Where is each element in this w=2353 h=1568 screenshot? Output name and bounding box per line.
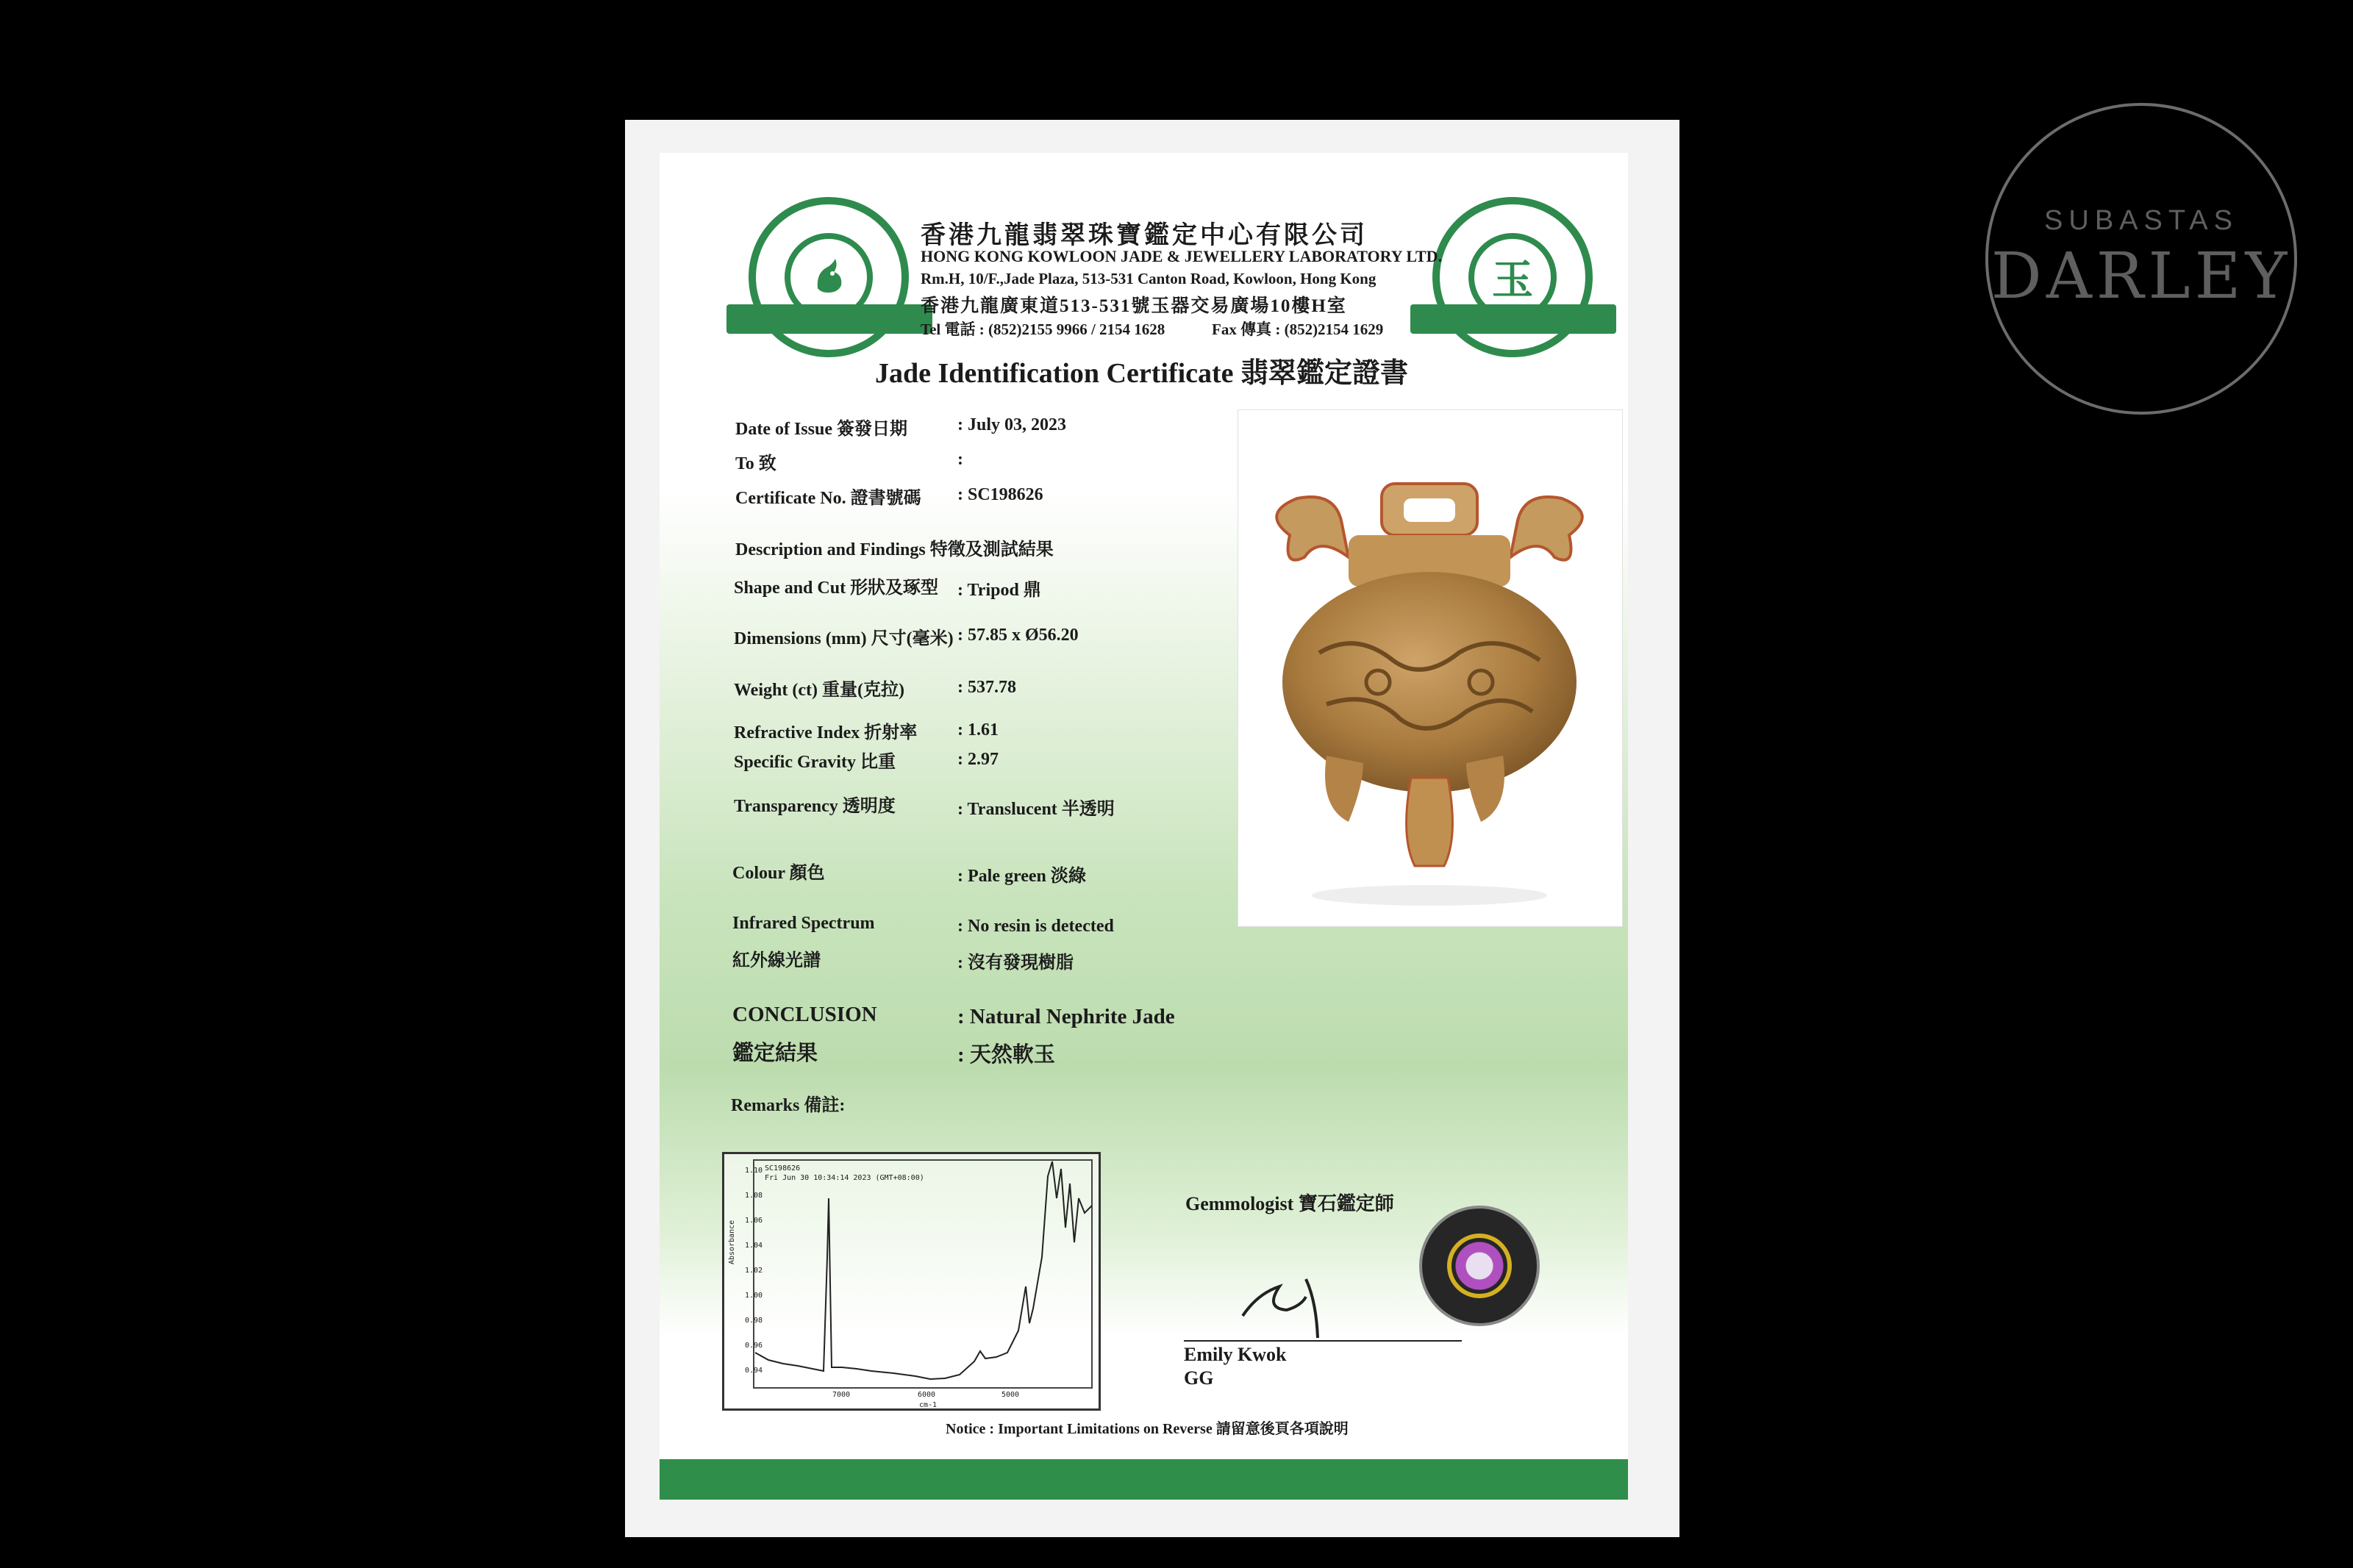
lab-address-chinese: 香港九龍廣東道513-531號玉器交易廣場10樓H室 [921, 296, 1347, 316]
colour-value: : Pale green 淡綠 [957, 867, 1086, 886]
spectrum-y-tick: 1.08 [745, 1192, 763, 1200]
spectrum-y-tick: 1.10 [745, 1167, 763, 1175]
specific-gravity-value: : 2.97 [957, 750, 999, 769]
dimensions-label: Dimensions (mm) 尺寸(毫米) [734, 629, 954, 648]
infrared-spectrum-value: : No resin is detected [957, 917, 1114, 936]
spectrum-y-tick: 1.04 [745, 1242, 763, 1250]
gemmologist-signature [1235, 1264, 1338, 1345]
date-of-issue-value: : July 03, 2023 [957, 415, 1067, 434]
to-label: To 致 [735, 454, 776, 473]
spectrum-y-tick: 1.06 [745, 1217, 763, 1225]
shape-cut-value: : Tripod 鼎 [957, 581, 1041, 600]
lab-fax: Fax 傳真 : (852)2154 1629 [1212, 321, 1384, 338]
spectrum-plot [724, 1154, 1099, 1408]
jade-tripod-photo [1238, 409, 1623, 927]
watermark-line1: SUBASTAS [2044, 204, 2238, 236]
spectrum-y-tick: 0.94 [745, 1367, 763, 1375]
colour-label: Colour 顏色 [732, 864, 825, 883]
spectrum-y-tick: 1.00 [745, 1292, 763, 1300]
gemmologist-label: Gemmologist 寶石鑑定師 [1185, 1193, 1394, 1214]
jade-tripod-illustration [1238, 410, 1622, 926]
auction-watermark [1985, 103, 2297, 415]
description-findings-heading: Description and Findings 特徵及測試結果 [735, 540, 1054, 559]
refractive-index-label: Refractive Index 折射率 [734, 723, 918, 742]
transparency-value: : Translucent 半透明 [957, 800, 1115, 819]
lab-telephone: Tel 電話 : (852)2155 9966 / 2154 1628 [921, 321, 1165, 338]
shape-cut-label: Shape and Cut 形狀及琢型 [734, 579, 939, 598]
date-of-issue-label: Date of Issue 簽發日期 [735, 420, 907, 439]
certificate-bottom-band [660, 1459, 1628, 1500]
weight-value: : 537.78 [957, 678, 1016, 697]
remarks-label: Remarks 備註: [731, 1096, 846, 1115]
spectrum-x-unit: cm-1 [919, 1401, 938, 1409]
spectrum-header [765, 1164, 924, 1183]
conclusion-value-cn: : 天然軟玉 [957, 1043, 1055, 1067]
specific-gravity-label: Specific Gravity 比重 [734, 753, 896, 772]
conclusion-label: CONCLUSION [732, 1003, 877, 1026]
right-seal-ribbon [1410, 304, 1616, 334]
certificate-title: Jade Identification Certificate 翡翠鑑定證書 [875, 358, 1409, 389]
jade-character-icon: 玉 [1468, 233, 1557, 321]
transparency-label: Transparency 透明度 [734, 797, 896, 816]
watermark-line2: DARLEY [1990, 239, 2292, 313]
infrared-spectrum-label: Infrared Spectrum [732, 914, 875, 933]
gemmologist-name: Emily Kwok [1184, 1344, 1287, 1365]
lab-name-english: HONG KONG KOWLOON JADE & JEWELLERY LABORATORY LTD. [921, 247, 1443, 265]
certificate-number-label: Certificate No. 證書號碼 [735, 489, 921, 508]
certificate-number-value: : SC198626 [957, 485, 1043, 504]
weight-label: Weight (ct) 重量(克拉) [734, 681, 904, 700]
spectrum-y-tick: 0.98 [745, 1317, 763, 1325]
spectrum-x-tick: 5000 [1001, 1391, 1020, 1399]
dimensions-value: : 57.85 x Ø56.20 [957, 626, 1079, 645]
infrared-spectrum-label-cn: 紅外線光譜 [732, 951, 821, 970]
spectrum-y-axis-label: Absorbance [728, 1220, 736, 1264]
infrared-spectrum-chart [722, 1152, 1101, 1411]
notice-text: Notice : Important Limitations on Reverse 請留意後頁各項說明 [946, 1421, 1349, 1437]
spectrum-sample-id: SC198626 [765, 1164, 801, 1173]
spectrum-y-tick: 1.02 [745, 1267, 763, 1275]
hologram-ring [1447, 1234, 1512, 1298]
infrared-spectrum-value-cn: : 沒有發現樹脂 [957, 953, 1074, 973]
gemmologist-title: GG [1184, 1367, 1214, 1389]
lab-name-chinese: 香港九龍翡翠珠寶鑑定中心有限公司 [921, 222, 1368, 249]
spectrum-timestamp: Fri Jun 30 10:34:14 2023 (GMT+08:00) [765, 1174, 924, 1182]
conclusion-label-cn: 鑑定結果 [732, 1042, 818, 1065]
spectrum-y-tick: 0.96 [745, 1342, 763, 1350]
lab-address-english: Rm.H, 10/F.,Jade Plaza, 513-531 Canton Road, Kowloon, Hong Kong [921, 270, 1377, 287]
conclusion-value: : Natural Nephrite Jade [957, 1005, 1175, 1028]
refractive-index-value: : 1.61 [957, 720, 999, 740]
to-value: : [957, 450, 963, 469]
signature-line [1184, 1340, 1462, 1342]
spectrum-x-tick: 6000 [918, 1391, 936, 1399]
spectrum-x-tick: 7000 [832, 1391, 851, 1399]
left-seal-ribbon [726, 304, 932, 334]
